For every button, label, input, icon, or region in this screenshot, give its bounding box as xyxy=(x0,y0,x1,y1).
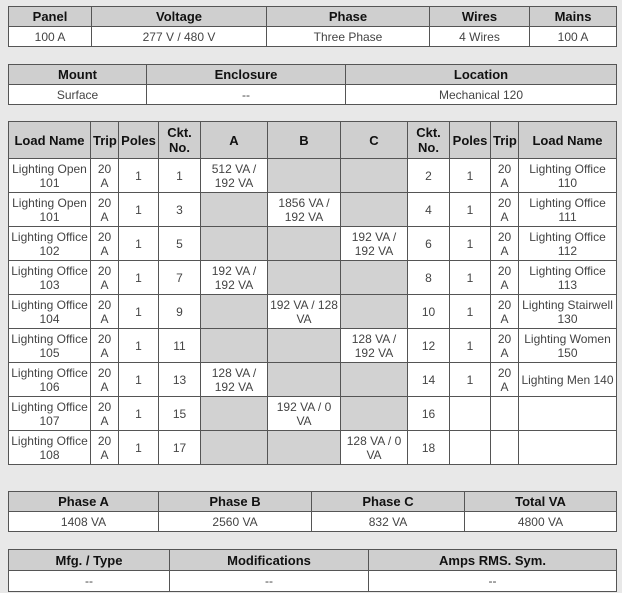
right-poles-cell: 1 xyxy=(450,159,491,193)
right-trip-cell: 20 A xyxy=(491,363,519,397)
left-trip-cell: 20 A xyxy=(91,295,119,329)
left-load-name-cell: Lighting Office 105 xyxy=(9,329,91,363)
phase-a-load-cell: 192 VA / 192 VA xyxy=(201,261,268,295)
circuit-row xyxy=(9,397,617,431)
right-trip-cell: 20 A xyxy=(491,329,519,363)
panel-header: Panel xyxy=(9,7,92,27)
phase-a-load-cell xyxy=(201,397,268,431)
right-trip-cell: 20 A xyxy=(491,159,519,193)
phase-c-load-cell: 128 VA / 192 VA xyxy=(341,329,408,363)
left-load-name-cell: Lighting Office 103 xyxy=(9,261,91,295)
mount-header-row xyxy=(9,65,617,85)
phase-a-total-value: 1408 VA xyxy=(9,512,159,532)
right-load-name-cell xyxy=(519,397,617,431)
right-trip-cell xyxy=(491,397,519,431)
location-header: Location xyxy=(346,65,617,85)
modifications-header: Modifications xyxy=(170,550,369,571)
phase-a-load-cell: 128 VA / 192 VA xyxy=(201,363,268,397)
phase-b-load-cell: 1856 VA / 192 VA xyxy=(268,193,341,227)
left-load-name-cell: Lighting Open 101 xyxy=(9,193,91,227)
right-trip-header: Trip xyxy=(491,122,519,159)
enclosure-header: Enclosure xyxy=(147,65,346,85)
right-ckt-no-cell: 8 xyxy=(408,261,450,295)
left-load-name-cell: Lighting Office 108 xyxy=(9,431,91,465)
right-load-name-header: Load Name xyxy=(519,122,617,159)
panel-info-table xyxy=(8,6,617,47)
phase-b-load-cell xyxy=(268,329,341,363)
left-trip-cell: 20 A xyxy=(91,193,119,227)
left-poles-cell: 1 xyxy=(119,159,159,193)
left-poles-cell: 1 xyxy=(119,431,159,465)
right-ckt-no-header: Ckt. No. xyxy=(408,122,450,159)
right-ckt-no-cell: 12 xyxy=(408,329,450,363)
amps-rms-sym-header: Amps RMS. Sym. xyxy=(369,550,617,571)
manufacturer-header-row xyxy=(9,550,617,571)
circuits-table xyxy=(8,121,617,465)
phase-b-total-value: 2560 VA xyxy=(159,512,312,532)
phase-c-total-header: Phase C xyxy=(312,492,465,512)
circuit-row xyxy=(9,363,617,397)
circuit-row xyxy=(9,227,617,261)
left-trip-cell: 20 A xyxy=(91,431,119,465)
right-poles-cell: 1 xyxy=(450,227,491,261)
left-load-name-header: Load Name xyxy=(9,122,91,159)
right-load-name-cell: Lighting Office 113 xyxy=(519,261,617,295)
phase-a-total-header: Phase A xyxy=(9,492,159,512)
right-load-name-cell: Lighting Office 110 xyxy=(519,159,617,193)
amps-rms-sym-value: -- xyxy=(369,571,617,592)
mfg-type-value: -- xyxy=(9,571,170,592)
left-poles-cell: 1 xyxy=(119,295,159,329)
right-poles-cell: 1 xyxy=(450,261,491,295)
circuit-row xyxy=(9,431,617,465)
left-ckt-no-cell: 13 xyxy=(159,363,201,397)
phase-header: Phase xyxy=(267,7,430,27)
right-trip-cell: 20 A xyxy=(491,261,519,295)
left-ckt-no-cell: 3 xyxy=(159,193,201,227)
mount-info-table xyxy=(8,64,617,105)
left-trip-cell: 20 A xyxy=(91,329,119,363)
right-load-name-cell: Lighting Men 140 xyxy=(519,363,617,397)
right-poles-cell: 1 xyxy=(450,329,491,363)
right-poles-cell: 1 xyxy=(450,363,491,397)
left-load-name-cell: Lighting Open 101 xyxy=(9,159,91,193)
right-poles-cell: 1 xyxy=(450,295,491,329)
phase-a-load-cell xyxy=(201,329,268,363)
phase-a-load-cell xyxy=(201,227,268,261)
phase-totals-header-row xyxy=(9,492,617,512)
right-poles-cell: 1 xyxy=(450,193,491,227)
circuit-rows xyxy=(9,159,617,465)
total-va-value: 4800 VA xyxy=(465,512,617,532)
phase-c-load-cell xyxy=(341,363,408,397)
phase-value: Three Phase xyxy=(267,27,430,47)
modifications-value: -- xyxy=(170,571,369,592)
circuit-row xyxy=(9,261,617,295)
phase-a-load-cell xyxy=(201,431,268,465)
right-trip-cell: 20 A xyxy=(491,193,519,227)
manufacturer-table xyxy=(8,549,617,592)
left-poles-cell: 1 xyxy=(119,363,159,397)
right-load-name-cell: Lighting Office 111 xyxy=(519,193,617,227)
voltage-header: Voltage xyxy=(92,7,267,27)
mains-value: 100 A xyxy=(530,27,617,47)
left-trip-cell: 20 A xyxy=(91,159,119,193)
phase-c-header: C xyxy=(341,122,408,159)
right-load-name-cell: Lighting Women 150 xyxy=(519,329,617,363)
phase-a-header: A xyxy=(201,122,268,159)
mfg-type-header: Mfg. / Type xyxy=(9,550,170,571)
wires-header: Wires xyxy=(430,7,530,27)
phase-b-load-cell xyxy=(268,227,341,261)
left-trip-cell: 20 A xyxy=(91,397,119,431)
right-load-name-cell xyxy=(519,431,617,465)
left-poles-header: Poles xyxy=(119,122,159,159)
right-load-name-cell: Lighting Stairwell 130 xyxy=(519,295,617,329)
phase-c-load-cell xyxy=(341,397,408,431)
right-load-name-cell: Lighting Office 112 xyxy=(519,227,617,261)
left-ckt-no-cell: 17 xyxy=(159,431,201,465)
phase-b-load-cell: 192 VA / 128 VA xyxy=(268,295,341,329)
left-ckt-no-cell: 11 xyxy=(159,329,201,363)
right-ckt-no-cell: 2 xyxy=(408,159,450,193)
right-trip-cell xyxy=(491,431,519,465)
enclosure-value: -- xyxy=(147,85,346,105)
phase-b-load-cell xyxy=(268,159,341,193)
circuit-row xyxy=(9,193,617,227)
phase-c-total-value: 832 VA xyxy=(312,512,465,532)
wires-value: 4 Wires xyxy=(430,27,530,47)
mount-header: Mount xyxy=(9,65,147,85)
left-trip-header: Trip xyxy=(91,122,119,159)
location-value: Mechanical 120 xyxy=(346,85,617,105)
left-load-name-cell: Lighting Office 102 xyxy=(9,227,91,261)
phase-b-load-cell xyxy=(268,363,341,397)
phase-b-total-header: Phase B xyxy=(159,492,312,512)
right-poles-cell xyxy=(450,397,491,431)
mains-header: Mains xyxy=(530,7,617,27)
circuit-row xyxy=(9,295,617,329)
left-poles-cell: 1 xyxy=(119,397,159,431)
right-ckt-no-cell: 6 xyxy=(408,227,450,261)
left-ckt-no-cell: 9 xyxy=(159,295,201,329)
phase-b-load-cell: 192 VA / 0 VA xyxy=(268,397,341,431)
phase-b-header: B xyxy=(268,122,341,159)
left-trip-cell: 20 A xyxy=(91,261,119,295)
left-ckt-no-header: Ckt. No. xyxy=(159,122,201,159)
phase-a-load-cell: 512 VA / 192 VA xyxy=(201,159,268,193)
right-ckt-no-cell: 16 xyxy=(408,397,450,431)
left-ckt-no-cell: 5 xyxy=(159,227,201,261)
left-poles-cell: 1 xyxy=(119,193,159,227)
right-poles-cell xyxy=(450,431,491,465)
phase-c-load-cell xyxy=(341,261,408,295)
mount-value-row xyxy=(9,85,617,105)
panel-info-header-row xyxy=(9,7,617,27)
circuit-row xyxy=(9,159,617,193)
left-load-name-cell: Lighting Office 106 xyxy=(9,363,91,397)
phase-totals-value-row xyxy=(9,512,617,532)
panel-value: 100 A xyxy=(9,27,92,47)
phase-a-load-cell xyxy=(201,295,268,329)
left-load-name-cell: Lighting Office 104 xyxy=(9,295,91,329)
phase-totals-table xyxy=(8,491,617,532)
phase-c-load-cell xyxy=(341,295,408,329)
right-ckt-no-cell: 10 xyxy=(408,295,450,329)
mount-value: Surface xyxy=(9,85,147,105)
phase-a-load-cell xyxy=(201,193,268,227)
left-load-name-cell: Lighting Office 107 xyxy=(9,397,91,431)
circuits-header-row xyxy=(9,122,617,159)
right-ckt-no-cell: 14 xyxy=(408,363,450,397)
phase-b-load-cell xyxy=(268,261,341,295)
phase-c-load-cell xyxy=(341,159,408,193)
panel-info-value-row xyxy=(9,27,617,47)
total-va-header: Total VA xyxy=(465,492,617,512)
right-trip-cell: 20 A xyxy=(491,227,519,261)
left-trip-cell: 20 A xyxy=(91,227,119,261)
left-ckt-no-cell: 7 xyxy=(159,261,201,295)
circuit-row xyxy=(9,329,617,363)
voltage-value: 277 V / 480 V xyxy=(92,27,267,47)
phase-b-load-cell xyxy=(268,431,341,465)
left-poles-cell: 1 xyxy=(119,329,159,363)
left-ckt-no-cell: 1 xyxy=(159,159,201,193)
manufacturer-value-row xyxy=(9,571,617,592)
left-trip-cell: 20 A xyxy=(91,363,119,397)
right-ckt-no-cell: 18 xyxy=(408,431,450,465)
left-ckt-no-cell: 15 xyxy=(159,397,201,431)
right-poles-header: Poles xyxy=(450,122,491,159)
phase-c-load-cell xyxy=(341,193,408,227)
phase-c-load-cell: 192 VA / 192 VA xyxy=(341,227,408,261)
left-poles-cell: 1 xyxy=(119,227,159,261)
right-trip-cell: 20 A xyxy=(491,295,519,329)
left-poles-cell: 1 xyxy=(119,261,159,295)
phase-c-load-cell: 128 VA / 0 VA xyxy=(341,431,408,465)
right-ckt-no-cell: 4 xyxy=(408,193,450,227)
